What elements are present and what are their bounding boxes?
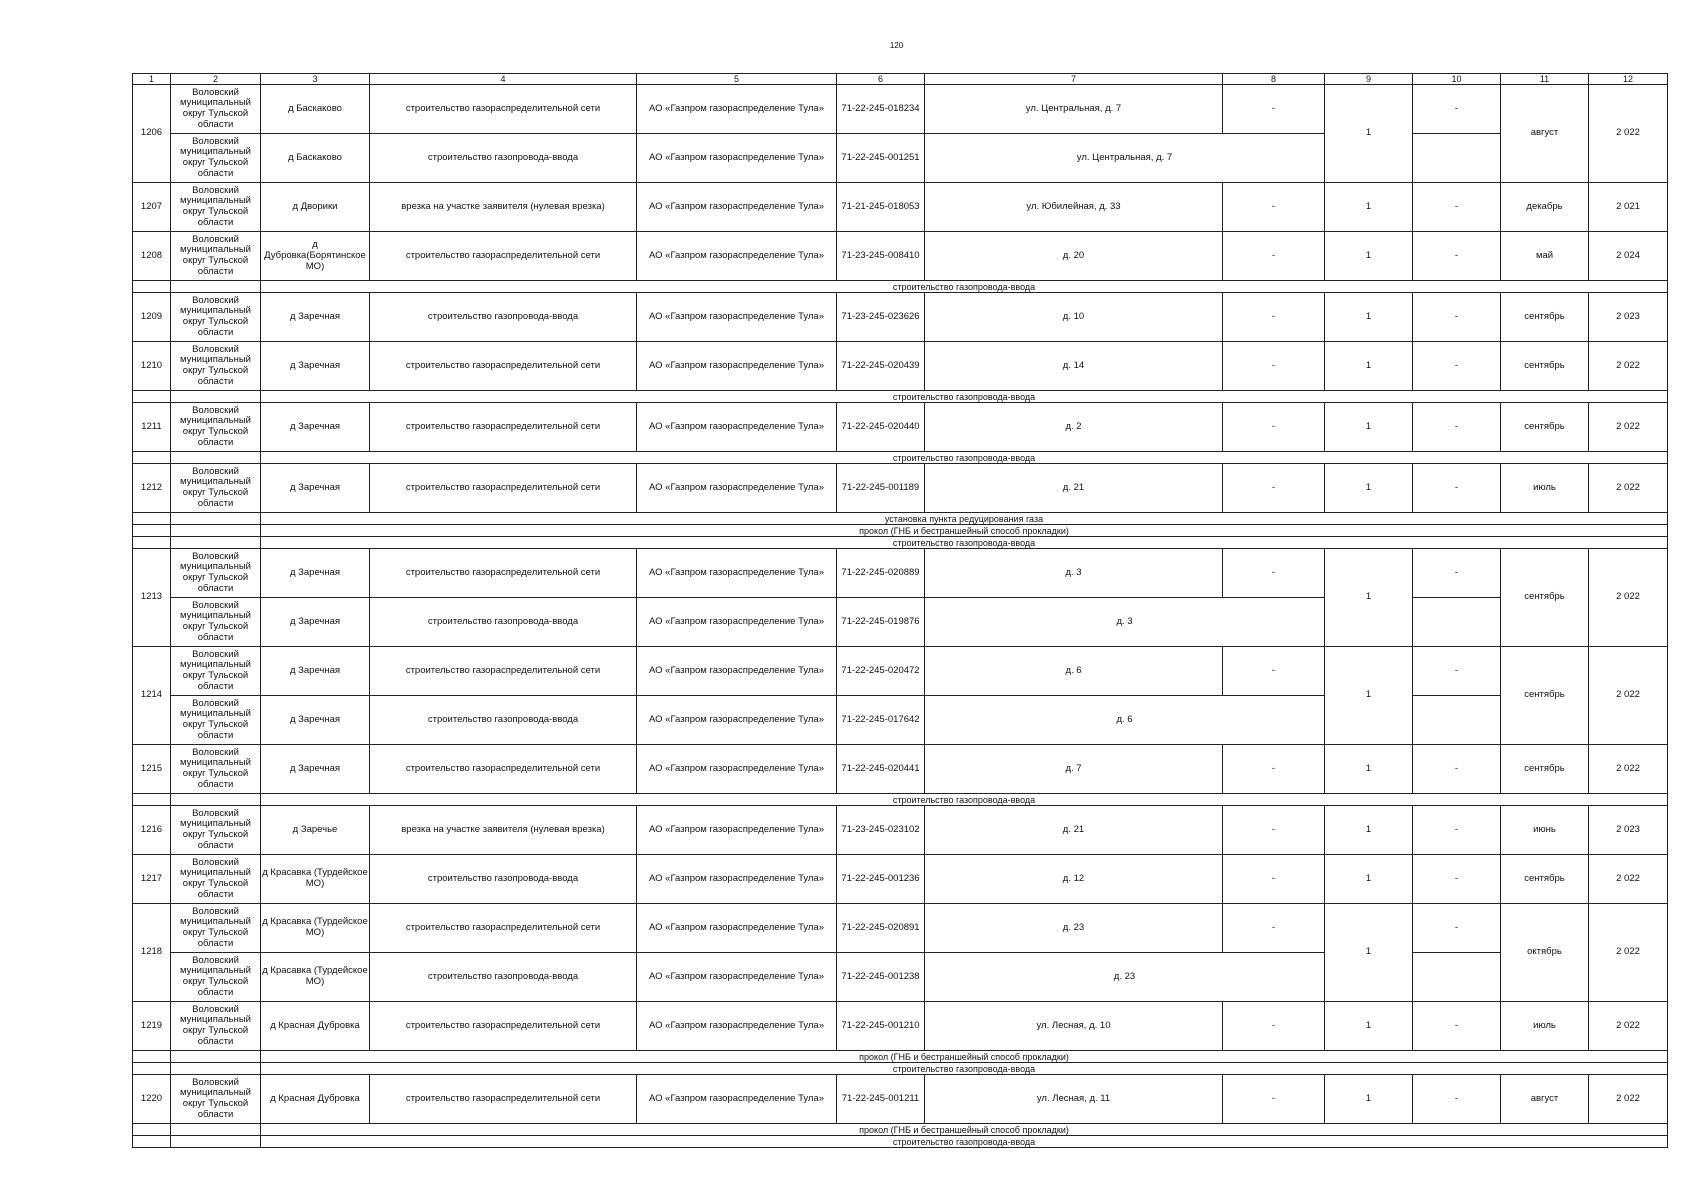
work-type-cell: строительство газораспределительной сети bbox=[370, 464, 637, 513]
col10-cell: - bbox=[1413, 904, 1501, 953]
work-type-cell: строительство газораспределительной сети bbox=[370, 1075, 637, 1124]
work-item-row bbox=[133, 513, 1668, 525]
work-item-row bbox=[133, 794, 1668, 806]
row-number: 1210 bbox=[133, 342, 171, 391]
empty-cell bbox=[133, 794, 171, 806]
work-type-cell: строительство газопровода-ввода bbox=[370, 855, 637, 904]
work-item-cell: строительство газопровода-ввода bbox=[261, 794, 1668, 806]
address-cell: д. 20 bbox=[925, 232, 1223, 281]
object-code-cell: 71-22-245-017642 bbox=[837, 696, 925, 745]
year-cell: 2 022 bbox=[1589, 1002, 1668, 1051]
col8-cell: - bbox=[1223, 647, 1325, 696]
organization-cell: АО «Газпром газораспределение Тула» bbox=[637, 855, 837, 904]
empty-cell bbox=[171, 391, 261, 403]
organization-cell: АО «Газпром газораспределение Тула» bbox=[637, 904, 837, 953]
address-cell: д. 7 bbox=[925, 745, 1223, 794]
col10-cell: - bbox=[1413, 342, 1501, 391]
work-item-cell: строительство газопровода-ввода bbox=[261, 1063, 1668, 1075]
district-cell: Воловский муниципальный округ Тульской области bbox=[171, 464, 261, 513]
district-cell: Воловский муниципальный округ Тульской области bbox=[171, 953, 261, 1002]
col9-cell: 1 bbox=[1325, 647, 1413, 745]
district-cell: Воловский муниципальный округ Тульской области bbox=[171, 134, 261, 183]
row-number: 1220 bbox=[133, 1075, 171, 1124]
object-code-cell: 71-23-245-023102 bbox=[837, 806, 925, 855]
month-cell: сентябрь bbox=[1501, 293, 1589, 342]
address-cell: ул. Центральная, д. 7 bbox=[925, 85, 1223, 134]
year-cell: 2 024 bbox=[1589, 232, 1668, 281]
month-cell: май bbox=[1501, 232, 1589, 281]
col9-cell: 1 bbox=[1325, 293, 1413, 342]
district-cell: Воловский муниципальный округ Тульской области bbox=[171, 598, 261, 647]
district-cell: Воловский муниципальный округ Тульской области bbox=[171, 745, 261, 794]
col9-cell: 1 bbox=[1325, 1002, 1413, 1051]
column-header: 9 bbox=[1325, 74, 1413, 85]
row-number: 1219 bbox=[133, 1002, 171, 1051]
settlement-cell: д Заречная bbox=[261, 647, 370, 696]
column-header: 2 bbox=[171, 74, 261, 85]
work-item-row bbox=[133, 452, 1668, 464]
table-row bbox=[133, 293, 1668, 342]
table-subrow bbox=[133, 953, 1668, 1002]
month-cell: сентябрь bbox=[1501, 549, 1589, 647]
col9-cell: 1 bbox=[1325, 904, 1413, 1002]
col10-cell: - bbox=[1413, 1075, 1501, 1124]
settlement-cell: д Красная Дубровка bbox=[261, 1002, 370, 1051]
address-cell: д. 21 bbox=[925, 806, 1223, 855]
organization-cell: АО «Газпром газораспределение Тула» bbox=[637, 647, 837, 696]
settlement-cell: д Красная Дубровка bbox=[261, 1075, 370, 1124]
col10-cell: - bbox=[1413, 549, 1501, 598]
empty-cell bbox=[171, 525, 261, 537]
settlement-cell: д Красавка (Турдейское МО) bbox=[261, 904, 370, 953]
district-cell: Воловский муниципальный округ Тульской области bbox=[171, 696, 261, 745]
object-code-cell: 71-22-245-019876 bbox=[837, 598, 925, 647]
work-item-cell: строительство газопровода-ввода bbox=[261, 391, 1668, 403]
row-number: 1218 bbox=[133, 904, 171, 1002]
work-type-cell: строительство газопровода-ввода bbox=[370, 293, 637, 342]
work-item-row bbox=[133, 391, 1668, 403]
settlement-cell: д Заречная bbox=[261, 464, 370, 513]
table-row bbox=[133, 403, 1668, 452]
work-type-cell: строительство газопровода-ввода bbox=[370, 598, 637, 647]
empty-cell bbox=[133, 452, 171, 464]
month-cell: август bbox=[1501, 1075, 1589, 1124]
district-cell: Воловский муниципальный округ Тульской области bbox=[171, 904, 261, 953]
work-item-row bbox=[133, 1051, 1668, 1063]
object-code-cell: 71-22-245-018234 bbox=[837, 85, 925, 134]
district-cell: Воловский муниципальный округ Тульской области bbox=[171, 806, 261, 855]
work-item-cell: прокол (ГНБ и бестраншейный способ прокладки) bbox=[261, 525, 1668, 537]
organization-cell: АО «Газпром газораспределение Тула» bbox=[637, 183, 837, 232]
empty-cell bbox=[171, 1063, 261, 1075]
work-type-cell: строительство газораспределительной сети bbox=[370, 85, 637, 134]
year-cell: 2 023 bbox=[1589, 293, 1668, 342]
organization-cell: АО «Газпром газораспределение Тула» bbox=[637, 696, 837, 745]
district-cell: Воловский муниципальный округ Тульской области bbox=[171, 403, 261, 452]
work-item-cell: строительство газопровода-ввода bbox=[261, 452, 1668, 464]
table-row bbox=[133, 549, 1668, 598]
year-cell: 2 022 bbox=[1589, 647, 1668, 745]
year-cell: 2 022 bbox=[1589, 464, 1668, 513]
col8-cell: - bbox=[1223, 855, 1325, 904]
settlement-cell: д Дворики bbox=[261, 183, 370, 232]
district-cell: Воловский муниципальный округ Тульской области bbox=[171, 232, 261, 281]
object-code-cell: 71-23-245-023626 bbox=[837, 293, 925, 342]
row-number: 1214 bbox=[133, 647, 171, 745]
month-cell: июнь bbox=[1501, 806, 1589, 855]
district-cell: Воловский муниципальный округ Тульской области bbox=[171, 1002, 261, 1051]
empty-cell bbox=[133, 391, 171, 403]
row-number: 1207 bbox=[133, 183, 171, 232]
object-code-cell: 71-22-245-020889 bbox=[837, 549, 925, 598]
month-cell: июль bbox=[1501, 1002, 1589, 1051]
district-cell: Воловский муниципальный округ Тульской области bbox=[171, 342, 261, 391]
object-code-cell: 71-22-245-020472 bbox=[837, 647, 925, 696]
object-code-cell: 71-22-245-020441 bbox=[837, 745, 925, 794]
column-header: 6 bbox=[837, 74, 925, 85]
table-row bbox=[133, 806, 1668, 855]
col10-cell: - bbox=[1413, 806, 1501, 855]
col9-cell: 1 bbox=[1325, 745, 1413, 794]
col8-cell: - bbox=[1223, 1075, 1325, 1124]
month-cell: июль bbox=[1501, 464, 1589, 513]
address-cell: д. 10 bbox=[925, 293, 1223, 342]
col10-cell: - bbox=[1413, 745, 1501, 794]
month-cell: декабрь bbox=[1501, 183, 1589, 232]
work-item-row bbox=[133, 1124, 1668, 1136]
column-header: 1 bbox=[133, 74, 171, 85]
object-code-cell: 71-22-245-001236 bbox=[837, 855, 925, 904]
row-number: 1209 bbox=[133, 293, 171, 342]
settlement-cell: д Красавка (Турдейское МО) bbox=[261, 855, 370, 904]
year-cell: 2 021 bbox=[1589, 183, 1668, 232]
month-cell: сентябрь bbox=[1501, 342, 1589, 391]
settlement-cell: д Баскаково bbox=[261, 85, 370, 134]
column-header: 5 bbox=[637, 74, 837, 85]
settlement-cell: д Дубровка(Борятинское МО) bbox=[261, 232, 370, 281]
work-type-cell: врезка на участке заявителя (нулевая врезка) bbox=[370, 183, 637, 232]
object-code-cell: 71-22-245-020891 bbox=[837, 904, 925, 953]
work-item-row bbox=[133, 525, 1668, 537]
empty-cell bbox=[133, 1063, 171, 1075]
col8-cell: - bbox=[1223, 293, 1325, 342]
empty-cell bbox=[133, 513, 171, 525]
address-cell: ул. Центральная, д. 7 bbox=[925, 134, 1325, 183]
column-header: 8 bbox=[1223, 74, 1325, 85]
work-item-row bbox=[133, 1136, 1668, 1148]
work-item-cell: строительство газопровода-ввода bbox=[261, 537, 1668, 549]
settlement-cell: д Заречная bbox=[261, 745, 370, 794]
object-code-cell: 71-22-245-001238 bbox=[837, 953, 925, 1002]
col10-cell: - bbox=[1413, 403, 1501, 452]
table-row bbox=[133, 1075, 1668, 1124]
object-code-cell: 71-23-245-008410 bbox=[837, 232, 925, 281]
organization-cell: АО «Газпром газораспределение Тула» bbox=[637, 598, 837, 647]
object-code-cell: 71-22-245-020440 bbox=[837, 403, 925, 452]
work-item-cell: строительство газопровода-ввода bbox=[261, 1136, 1668, 1148]
month-cell: сентябрь bbox=[1501, 403, 1589, 452]
month-cell: октябрь bbox=[1501, 904, 1589, 1002]
organization-cell: АО «Газпром газораспределение Тула» bbox=[637, 953, 837, 1002]
col10-cell: - bbox=[1413, 293, 1501, 342]
col8-cell: - bbox=[1223, 85, 1325, 134]
empty-cell bbox=[133, 281, 171, 293]
month-cell: август bbox=[1501, 85, 1589, 183]
col10-cell bbox=[1413, 598, 1501, 647]
address-cell: д. 3 bbox=[925, 549, 1223, 598]
district-cell: Воловский муниципальный округ Тульской области bbox=[171, 855, 261, 904]
work-type-cell: строительство газораспределительной сети bbox=[370, 745, 637, 794]
table-row bbox=[133, 1002, 1668, 1051]
work-item-row bbox=[133, 537, 1668, 549]
district-cell: Воловский муниципальный округ Тульской области bbox=[171, 183, 261, 232]
header-row bbox=[133, 74, 1668, 85]
col8-cell: - bbox=[1223, 904, 1325, 953]
gasification-register-table bbox=[132, 73, 1668, 1148]
address-cell: д. 23 bbox=[925, 904, 1223, 953]
settlement-cell: д Заречная bbox=[261, 696, 370, 745]
col9-cell: 1 bbox=[1325, 464, 1413, 513]
organization-cell: АО «Газпром газораспределение Тула» bbox=[637, 134, 837, 183]
empty-cell bbox=[171, 1124, 261, 1136]
organization-cell: АО «Газпром газораспределение Тула» bbox=[637, 745, 837, 794]
table-row bbox=[133, 342, 1668, 391]
col10-cell bbox=[1413, 953, 1501, 1002]
row-number: 1215 bbox=[133, 745, 171, 794]
organization-cell: АО «Газпром газораспределение Тула» bbox=[637, 342, 837, 391]
col10-cell: - bbox=[1413, 232, 1501, 281]
empty-cell bbox=[133, 1136, 171, 1148]
col9-cell: 1 bbox=[1325, 855, 1413, 904]
address-cell: ул. Юбилейная, д. 33 bbox=[925, 183, 1223, 232]
table-subrow bbox=[133, 134, 1668, 183]
month-cell: сентябрь bbox=[1501, 855, 1589, 904]
column-header: 3 bbox=[261, 74, 370, 85]
col8-cell: - bbox=[1223, 342, 1325, 391]
column-header: 10 bbox=[1413, 74, 1501, 85]
district-cell: Воловский муниципальный округ Тульской области bbox=[171, 85, 261, 134]
work-type-cell: строительство газопровода-ввода bbox=[370, 134, 637, 183]
year-cell: 2 022 bbox=[1589, 85, 1668, 183]
col8-cell: - bbox=[1223, 549, 1325, 598]
organization-cell: АО «Газпром газораспределение Тула» bbox=[637, 549, 837, 598]
organization-cell: АО «Газпром газораспределение Тула» bbox=[637, 806, 837, 855]
empty-cell bbox=[171, 281, 261, 293]
district-cell: Воловский муниципальный округ Тульской области bbox=[171, 293, 261, 342]
work-type-cell: строительство газопровода-ввода bbox=[370, 696, 637, 745]
year-cell: 2 022 bbox=[1589, 1075, 1668, 1124]
work-type-cell: строительство газораспределительной сети bbox=[370, 1002, 637, 1051]
address-cell: д. 12 bbox=[925, 855, 1223, 904]
col9-cell: 1 bbox=[1325, 342, 1413, 391]
row-number: 1208 bbox=[133, 232, 171, 281]
table-subrow bbox=[133, 696, 1668, 745]
year-cell: 2 022 bbox=[1589, 403, 1668, 452]
work-item-row bbox=[133, 1063, 1668, 1075]
settlement-cell: д Баскаково bbox=[261, 134, 370, 183]
col9-cell: 1 bbox=[1325, 85, 1413, 183]
year-cell: 2 023 bbox=[1589, 806, 1668, 855]
address-cell: д. 6 bbox=[925, 647, 1223, 696]
col10-cell bbox=[1413, 696, 1501, 745]
object-code-cell: 71-22-245-001251 bbox=[837, 134, 925, 183]
row-number: 1217 bbox=[133, 855, 171, 904]
organization-cell: АО «Газпром газораспределение Тула» bbox=[637, 85, 837, 134]
year-cell: 2 022 bbox=[1589, 342, 1668, 391]
table-row bbox=[133, 855, 1668, 904]
settlement-cell: д Заречная bbox=[261, 293, 370, 342]
table-row bbox=[133, 464, 1668, 513]
column-header: 12 bbox=[1589, 74, 1668, 85]
table-subrow bbox=[133, 598, 1668, 647]
settlement-cell: д Красавка (Турдейское МО) bbox=[261, 953, 370, 1002]
col8-cell: - bbox=[1223, 745, 1325, 794]
row-number: 1212 bbox=[133, 464, 171, 513]
organization-cell: АО «Газпром газораспределение Тула» bbox=[637, 403, 837, 452]
object-code-cell: 71-22-245-020439 bbox=[837, 342, 925, 391]
col8-cell: - bbox=[1223, 403, 1325, 452]
address-cell: ул. Лесная, д. 10 bbox=[925, 1002, 1223, 1051]
work-type-cell: строительство газораспределительной сети bbox=[370, 647, 637, 696]
col8-cell: - bbox=[1223, 464, 1325, 513]
col10-cell: - bbox=[1413, 464, 1501, 513]
month-cell: сентябрь bbox=[1501, 647, 1589, 745]
settlement-cell: д Заречная bbox=[261, 549, 370, 598]
table-row bbox=[133, 904, 1668, 953]
year-cell: 2 022 bbox=[1589, 549, 1668, 647]
column-header: 11 bbox=[1501, 74, 1589, 85]
address-cell: д. 14 bbox=[925, 342, 1223, 391]
address-cell: д. 6 bbox=[925, 696, 1325, 745]
work-type-cell: строительство газопровода-ввода bbox=[370, 953, 637, 1002]
col10-cell: - bbox=[1413, 1002, 1501, 1051]
object-code-cell: 71-22-245-001210 bbox=[837, 1002, 925, 1051]
table-row bbox=[133, 647, 1668, 696]
organization-cell: АО «Газпром газораспределение Тула» bbox=[637, 1075, 837, 1124]
empty-cell bbox=[171, 452, 261, 464]
col8-cell: - bbox=[1223, 1002, 1325, 1051]
address-cell: д. 3 bbox=[925, 598, 1325, 647]
organization-cell: АО «Газпром газораспределение Тула» bbox=[637, 1002, 837, 1051]
col9-cell: 1 bbox=[1325, 232, 1413, 281]
year-cell: 2 022 bbox=[1589, 904, 1668, 1002]
col8-cell: - bbox=[1223, 183, 1325, 232]
row-number: 1206 bbox=[133, 85, 171, 183]
work-item-cell: прокол (ГНБ и бестраншейный способ прокладки) bbox=[261, 1124, 1668, 1136]
address-cell: д. 23 bbox=[925, 953, 1325, 1002]
col9-cell: 1 bbox=[1325, 806, 1413, 855]
col9-cell: 1 bbox=[1325, 183, 1413, 232]
settlement-cell: д Заречная bbox=[261, 403, 370, 452]
address-cell: ул. Лесная, д. 11 bbox=[925, 1075, 1223, 1124]
empty-cell bbox=[171, 794, 261, 806]
organization-cell: АО «Газпром газораспределение Тула» bbox=[637, 293, 837, 342]
col10-cell: - bbox=[1413, 855, 1501, 904]
object-code-cell: 71-22-245-001211 bbox=[837, 1075, 925, 1124]
col8-cell: - bbox=[1223, 806, 1325, 855]
col8-cell: - bbox=[1223, 232, 1325, 281]
column-header: 7 bbox=[925, 74, 1223, 85]
col9-cell: 1 bbox=[1325, 1075, 1413, 1124]
row-number: 1213 bbox=[133, 549, 171, 647]
col10-cell bbox=[1413, 134, 1501, 183]
work-type-cell: строительство газораспределительной сети bbox=[370, 904, 637, 953]
empty-cell bbox=[133, 1124, 171, 1136]
district-cell: Воловский муниципальный округ Тульской области bbox=[171, 1075, 261, 1124]
district-cell: Воловский муниципальный округ Тульской области bbox=[171, 549, 261, 598]
empty-cell bbox=[133, 525, 171, 537]
settlement-cell: д Заречная bbox=[261, 598, 370, 647]
row-number: 1211 bbox=[133, 403, 171, 452]
col10-cell: - bbox=[1413, 85, 1501, 134]
work-item-cell: установка пункта редуцирования газа bbox=[261, 513, 1668, 525]
address-cell: д. 21 bbox=[925, 464, 1223, 513]
district-cell: Воловский муниципальный округ Тульской области bbox=[171, 647, 261, 696]
col9-cell: 1 bbox=[1325, 549, 1413, 647]
work-type-cell: строительство газораспределительной сети bbox=[370, 549, 637, 598]
settlement-cell: д Заречная bbox=[261, 342, 370, 391]
table-row bbox=[133, 183, 1668, 232]
object-code-cell: 71-22-245-001189 bbox=[837, 464, 925, 513]
work-type-cell: врезка на участке заявителя (нулевая врезка) bbox=[370, 806, 637, 855]
row-number: 1216 bbox=[133, 806, 171, 855]
settlement-cell: д Заречье bbox=[261, 806, 370, 855]
work-type-cell: строительство газораспределительной сети bbox=[370, 403, 637, 452]
work-item-row bbox=[133, 281, 1668, 293]
empty-cell bbox=[171, 513, 261, 525]
organization-cell: АО «Газпром газораспределение Тула» bbox=[637, 464, 837, 513]
work-item-cell: строительство газопровода-ввода bbox=[261, 281, 1668, 293]
organization-cell: АО «Газпром газораспределение Тула» bbox=[637, 232, 837, 281]
work-type-cell: строительство газораспределительной сети bbox=[370, 232, 637, 281]
year-cell: 2 022 bbox=[1589, 745, 1668, 794]
year-cell: 2 022 bbox=[1589, 855, 1668, 904]
table-row bbox=[133, 85, 1668, 134]
empty-cell bbox=[133, 1051, 171, 1063]
col10-cell: - bbox=[1413, 183, 1501, 232]
empty-cell bbox=[171, 1136, 261, 1148]
col10-cell: - bbox=[1413, 647, 1501, 696]
table-row bbox=[133, 232, 1668, 281]
page-number: 120 bbox=[889, 41, 904, 50]
column-header: 4 bbox=[370, 74, 637, 85]
col9-cell: 1 bbox=[1325, 403, 1413, 452]
address-cell: д. 2 bbox=[925, 403, 1223, 452]
object-code-cell: 71-21-245-018053 bbox=[837, 183, 925, 232]
empty-cell bbox=[171, 1051, 261, 1063]
work-type-cell: строительство газораспределительной сети bbox=[370, 342, 637, 391]
table-row bbox=[133, 745, 1668, 794]
work-item-cell: прокол (ГНБ и бестраншейный способ прокладки) bbox=[261, 1051, 1668, 1063]
empty-cell bbox=[171, 537, 261, 549]
empty-cell bbox=[133, 537, 171, 549]
month-cell: сентябрь bbox=[1501, 745, 1589, 794]
